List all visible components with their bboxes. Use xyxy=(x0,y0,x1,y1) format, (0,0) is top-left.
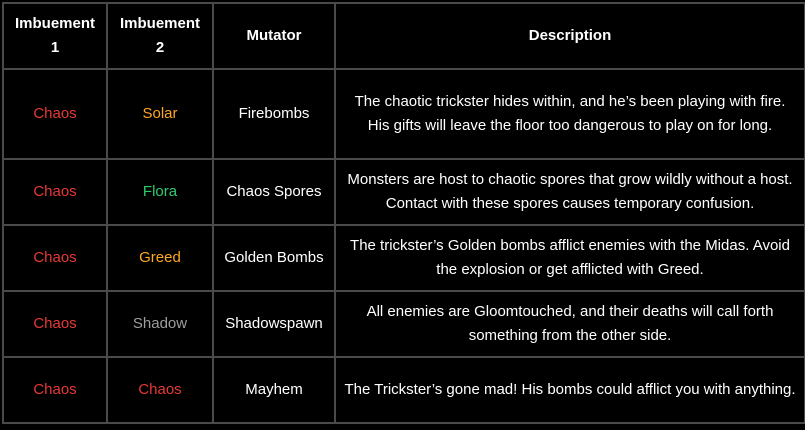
table-row xyxy=(3,291,805,357)
description-cell: The trickster’s Golden bombs afflict enemies with the Midas. Avoid the explosion or get afflicted with Greed. xyxy=(335,225,805,291)
imbuement-1-cell: Chaos xyxy=(3,357,107,423)
imbuement-1-cell: Chaos xyxy=(3,159,107,225)
header-mutator: Mutator xyxy=(213,3,335,69)
mutator-cell: Shadowspawn xyxy=(213,291,335,357)
imbuement-2-cell: Shadow xyxy=(107,291,213,357)
table-body xyxy=(3,69,805,423)
header-description: Description xyxy=(335,3,805,69)
table-row xyxy=(3,69,805,159)
description-cell: The chaotic trickster hides within, and he’s been playing with fire. His gifts will leave the floor too dangerous to play on for long. xyxy=(335,69,805,159)
header-imbuement-1: Imbuement 1 xyxy=(3,3,107,69)
imbuement-2-cell: Greed xyxy=(107,225,213,291)
table-header xyxy=(3,3,805,69)
table-row xyxy=(3,357,805,423)
mutator-cell: Chaos Spores xyxy=(213,159,335,225)
description-cell: The Trickster’s gone mad! His bombs could afflict you with anything. xyxy=(335,357,805,423)
imbuement-1-cell: Chaos xyxy=(3,69,107,159)
description-cell: Monsters are host to chaotic spores that grow wildly without a host. Contact with these spores causes temporary confusion. xyxy=(335,159,805,225)
description-cell: All enemies are Gloomtouched, and their deaths will call forth something from the other side. xyxy=(335,291,805,357)
mutator-cell: Firebombs xyxy=(213,69,335,159)
table-row xyxy=(3,159,805,225)
imbuement-2-cell: Chaos xyxy=(107,357,213,423)
mutator-cell: Mayhem xyxy=(213,357,335,423)
header-row xyxy=(3,3,805,69)
imbuement-2-cell: Flora xyxy=(107,159,213,225)
imbuement-1-cell: Chaos xyxy=(3,225,107,291)
mutator-table xyxy=(2,2,805,424)
imbuement-2-cell: Solar xyxy=(107,69,213,159)
table-row xyxy=(3,225,805,291)
mutator-cell: Golden Bombs xyxy=(213,225,335,291)
imbuement-1-cell: Chaos xyxy=(3,291,107,357)
header-imbuement-2: Imbuement 2 xyxy=(107,3,213,69)
